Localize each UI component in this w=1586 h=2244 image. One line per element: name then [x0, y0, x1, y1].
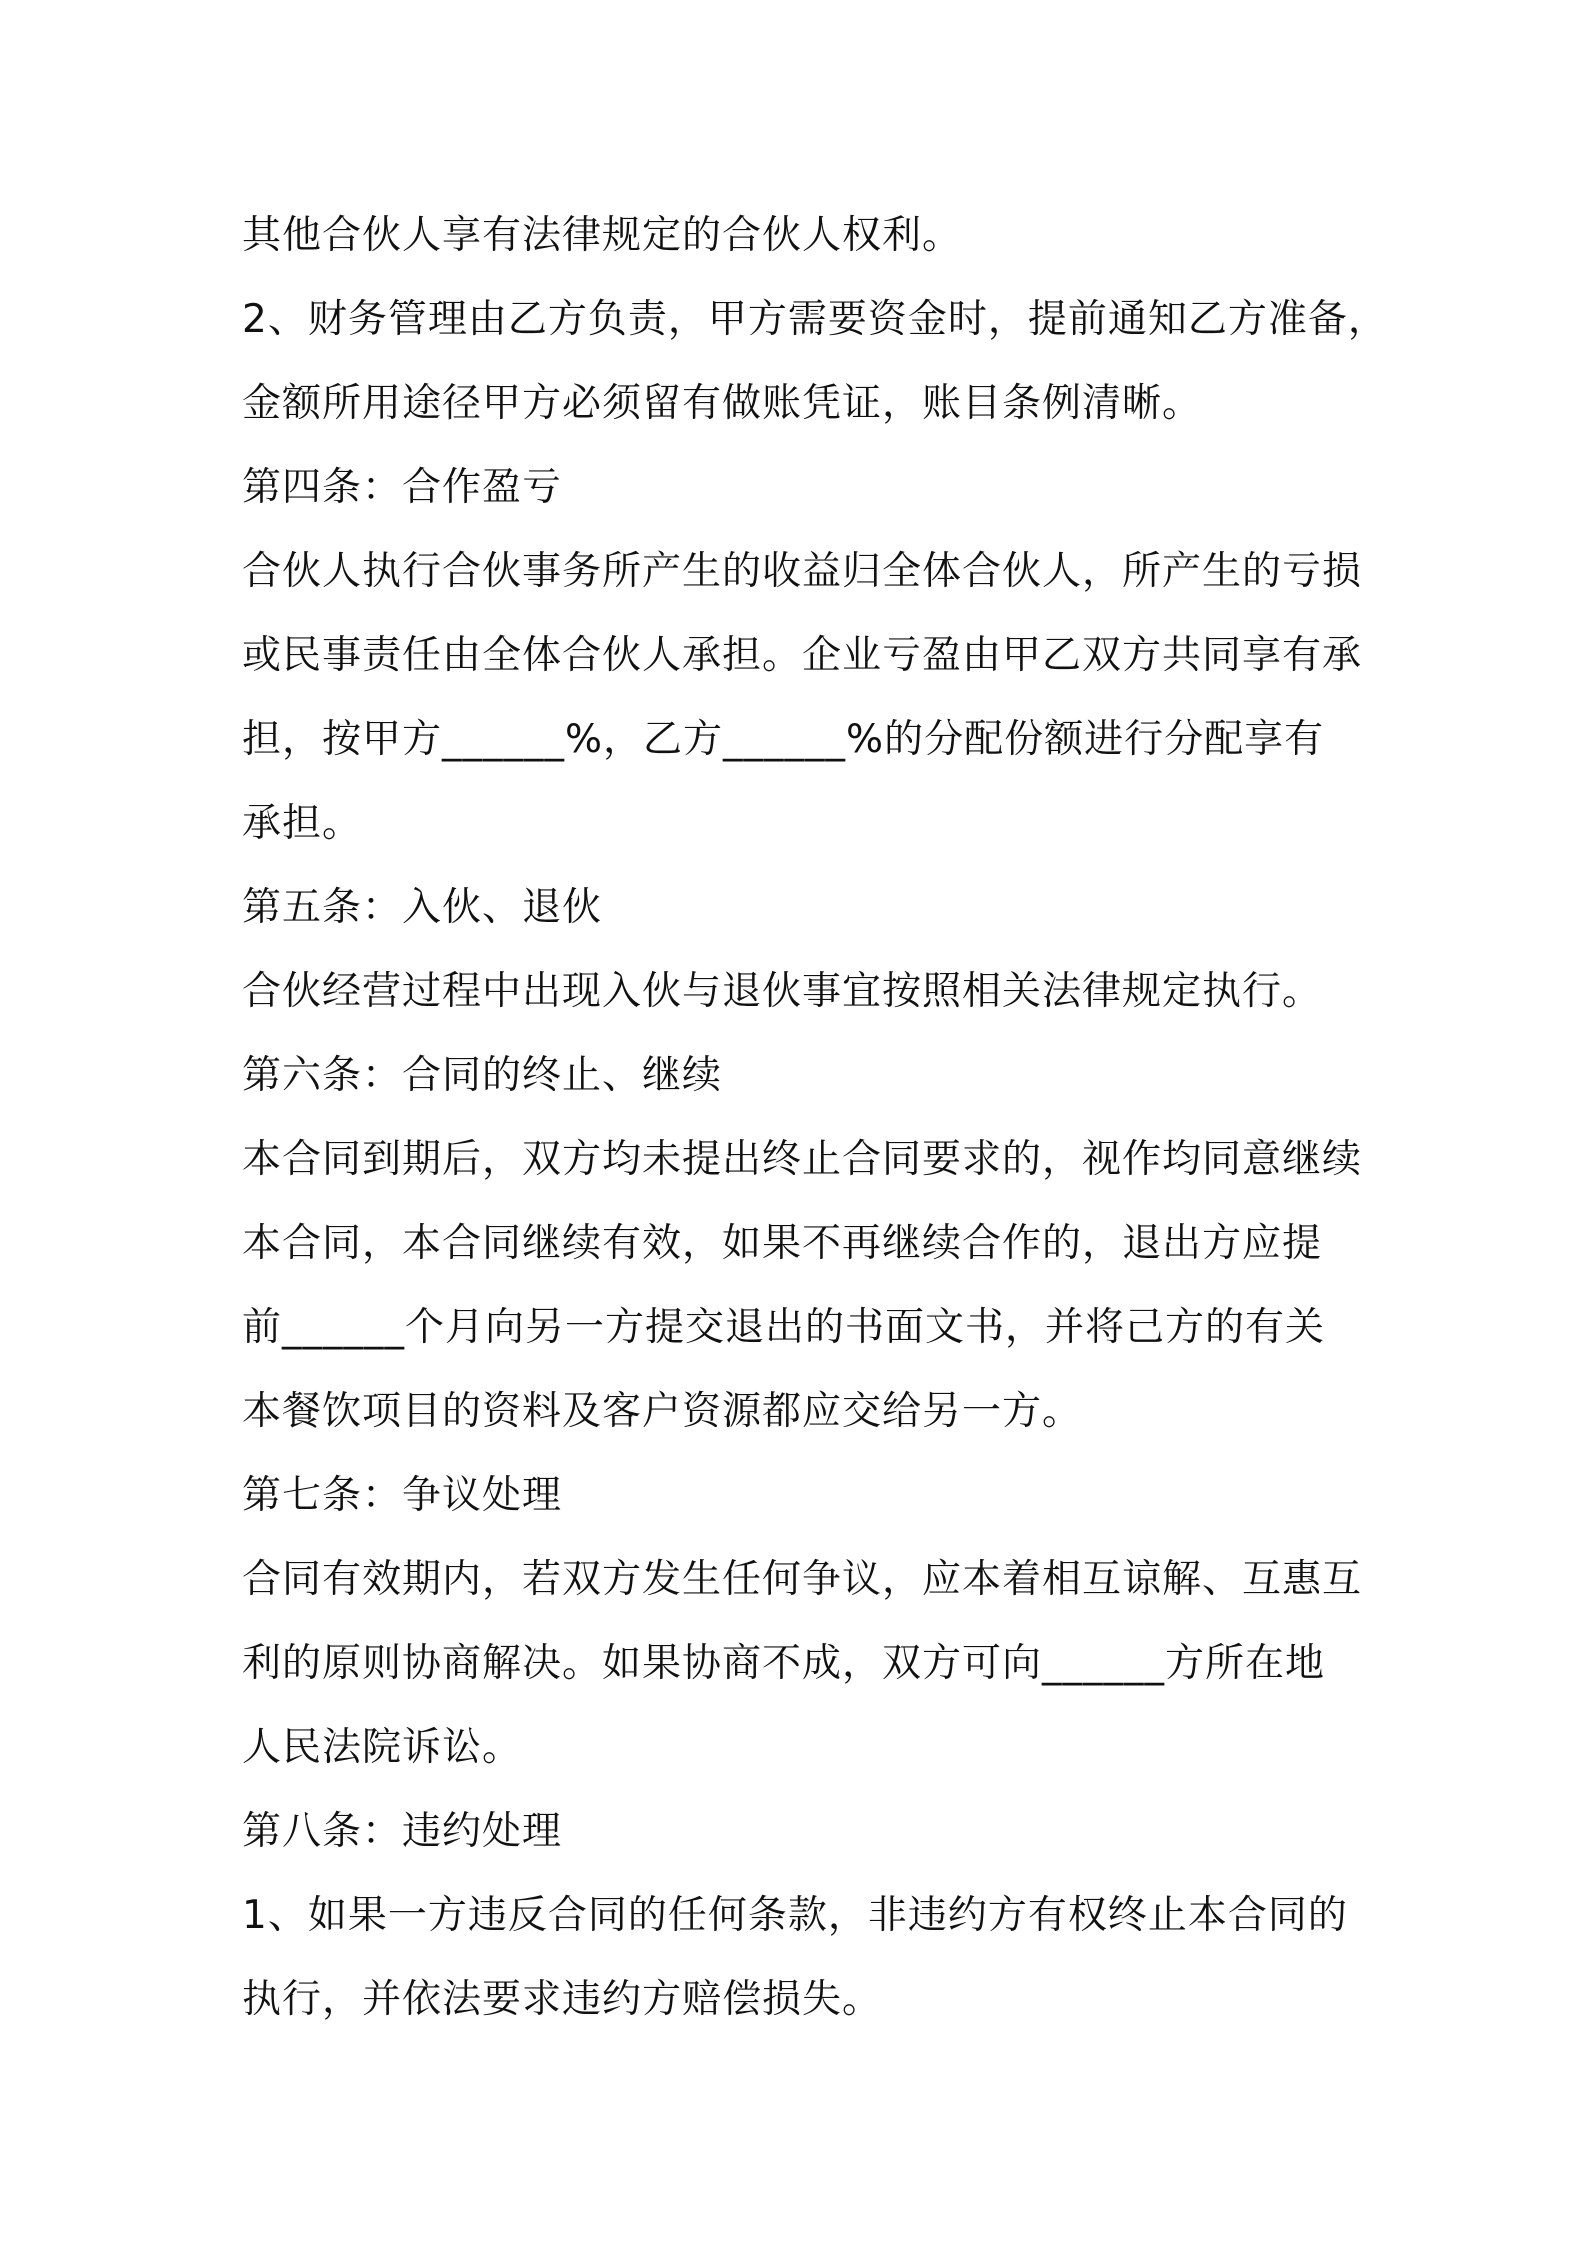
section-heading: 第七条：争议处理	[242, 1473, 563, 1518]
paragraph-line: 人民法院诉讼。	[242, 1725, 523, 1770]
paragraph-line: 承担。	[242, 801, 363, 846]
section-heading: 第五条：入伙、退伙	[242, 885, 603, 930]
paragraph-line: 合伙经营过程中出现入伙与退伙事宜按照相关法律规定执行。	[242, 969, 1323, 1014]
paragraph-line: 本合同到期后，双方均未提出终止合同要求的，视作均同意继续	[242, 1137, 1363, 1182]
paragraph-line: 合同有效期内，若双方发生任何争议，应本着相互谅解、互惠互	[242, 1557, 1363, 1602]
paragraph-line: 本餐饮项目的资料及客户资源都应交给另一方。	[242, 1389, 1083, 1434]
paragraph-line: 利的原则协商解决。如果协商不成，双方可向______方所在地	[242, 1641, 1326, 1686]
paragraph-line: 担，按甲方______%，乙方______%的分配份额进行分配享有	[242, 717, 1325, 762]
paragraph-line: 金额所用途径甲方必须留有做账凭证，账目条例清晰。	[242, 381, 1203, 426]
section-heading: 第六条：合同的终止、继续	[242, 1053, 723, 1098]
paragraph-line: 2、财务管理由乙方负责，甲方需要资金时，提前通知乙方准备，	[242, 297, 1388, 342]
paragraph-line: 执行，并依法要求违约方赔偿损失。	[242, 1977, 883, 2022]
paragraph-line: 本合同，本合同继续有效，如果不再继续合作的，退出方应提	[242, 1221, 1323, 1266]
paragraph-line: 1、如果一方违反合同的任何条款，非违约方有权终止本合同的	[242, 1893, 1348, 1938]
document-body	[242, 194, 1388, 2042]
paragraph-line: 其他合伙人享有法律规定的合伙人权利。	[242, 213, 963, 258]
section-heading: 第八条：违约处理	[242, 1809, 563, 1854]
paragraph-line: 或民事责任由全体合伙人承担。企业亏盈由甲乙双方共同享有承	[242, 633, 1363, 678]
section-heading: 第四条：合作盈亏	[242, 465, 563, 510]
paragraph-line: 合伙人执行合伙事务所产生的收益归全体合伙人，所产生的亏损	[242, 549, 1363, 594]
paragraph-line: 前______个月向另一方提交退出的书面文书，并将己方的有关	[242, 1305, 1326, 1350]
